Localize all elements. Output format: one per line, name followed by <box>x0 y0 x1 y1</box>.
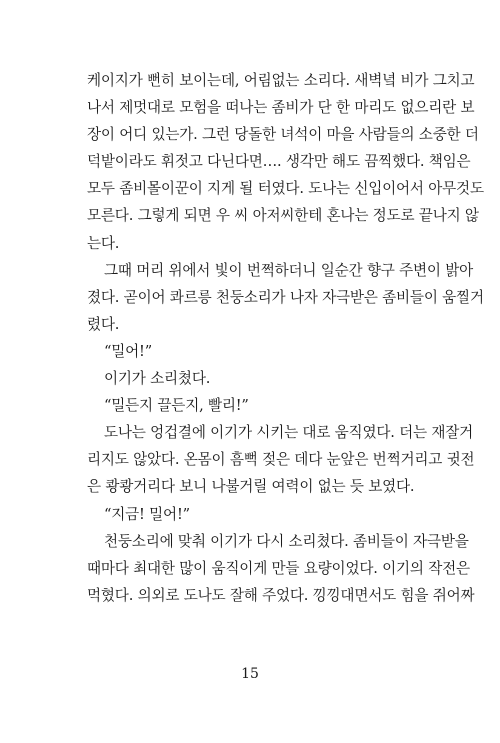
dialogue-line: “밀든지 끌든지, 빨리!” <box>104 397 249 415</box>
text-line: 이기가 소리쳤다. <box>104 370 211 388</box>
text-line: 모른다. 그렇게 되면 우 씨 아저씨한테 혼나는 정도로 끝나지 않 <box>87 207 479 225</box>
text-line: 그때 머리 위에서 빛이 번쩍하더니 일순간 향구 주변이 밝아 <box>104 261 474 279</box>
dialogue-line: “밀어!” <box>104 342 152 360</box>
text-line: 는다. <box>87 234 120 252</box>
text-line: 모두 좀비몰이꾼이 지게 될 터였다. 도나는 신입이어서 아무것도 <box>87 180 484 198</box>
dialogue-line: “지금! 밀어!” <box>104 505 190 523</box>
text-line: 도나는 엉겁결에 이기가 시키는 대로 움직였다. 더는 재잘거 <box>104 424 474 442</box>
text-line: 렸다. <box>87 315 120 333</box>
text-line: 먹혔다. 의외로 도나도 잘해 주었다. 낑낑대면서도 힘을 쥐어짜 <box>87 586 475 604</box>
page-number: 15 <box>241 666 259 682</box>
text-line: 졌다. 곧이어 콰르릉 천둥소리가 나자 자극받은 좀비들이 움찔거 <box>87 288 484 306</box>
text-line: 장이 어디 있는가. 그런 당돌한 녀석이 마을 사람들의 소중한 더 <box>87 126 479 144</box>
text-line: 케이지가 뻔히 보이는데, 어림없는 소리다. 새벽녘 비가 그치고 <box>87 72 475 89</box>
text-line: 덕밭이라도 휘젓고 다닌다면…. 생각만 해도 끔찍했다. 책임은 <box>87 153 471 171</box>
text-line: 은 쾅쾅거리다 보니 나불거릴 여력이 없는 듯 보였다. <box>87 478 415 496</box>
text-line: 리지도 않았다. 온몸이 흠뻑 젖은 데다 눈앞은 번쩍거리고 귓전 <box>87 451 475 469</box>
text-line: 천둥소리에 맞춰 이기가 다시 소리쳤다. 좀비들이 자극받을 <box>104 532 469 550</box>
text-line: 때마다 최대한 많이 움직이게 만들 요량이었다. 이기의 작전은 <box>87 559 470 577</box>
text-line: 나서 제멋대로 모험을 떠나는 좀비가 단 한 마리도 없으리란 보 <box>87 99 475 117</box>
body-text <box>87 67 484 609</box>
